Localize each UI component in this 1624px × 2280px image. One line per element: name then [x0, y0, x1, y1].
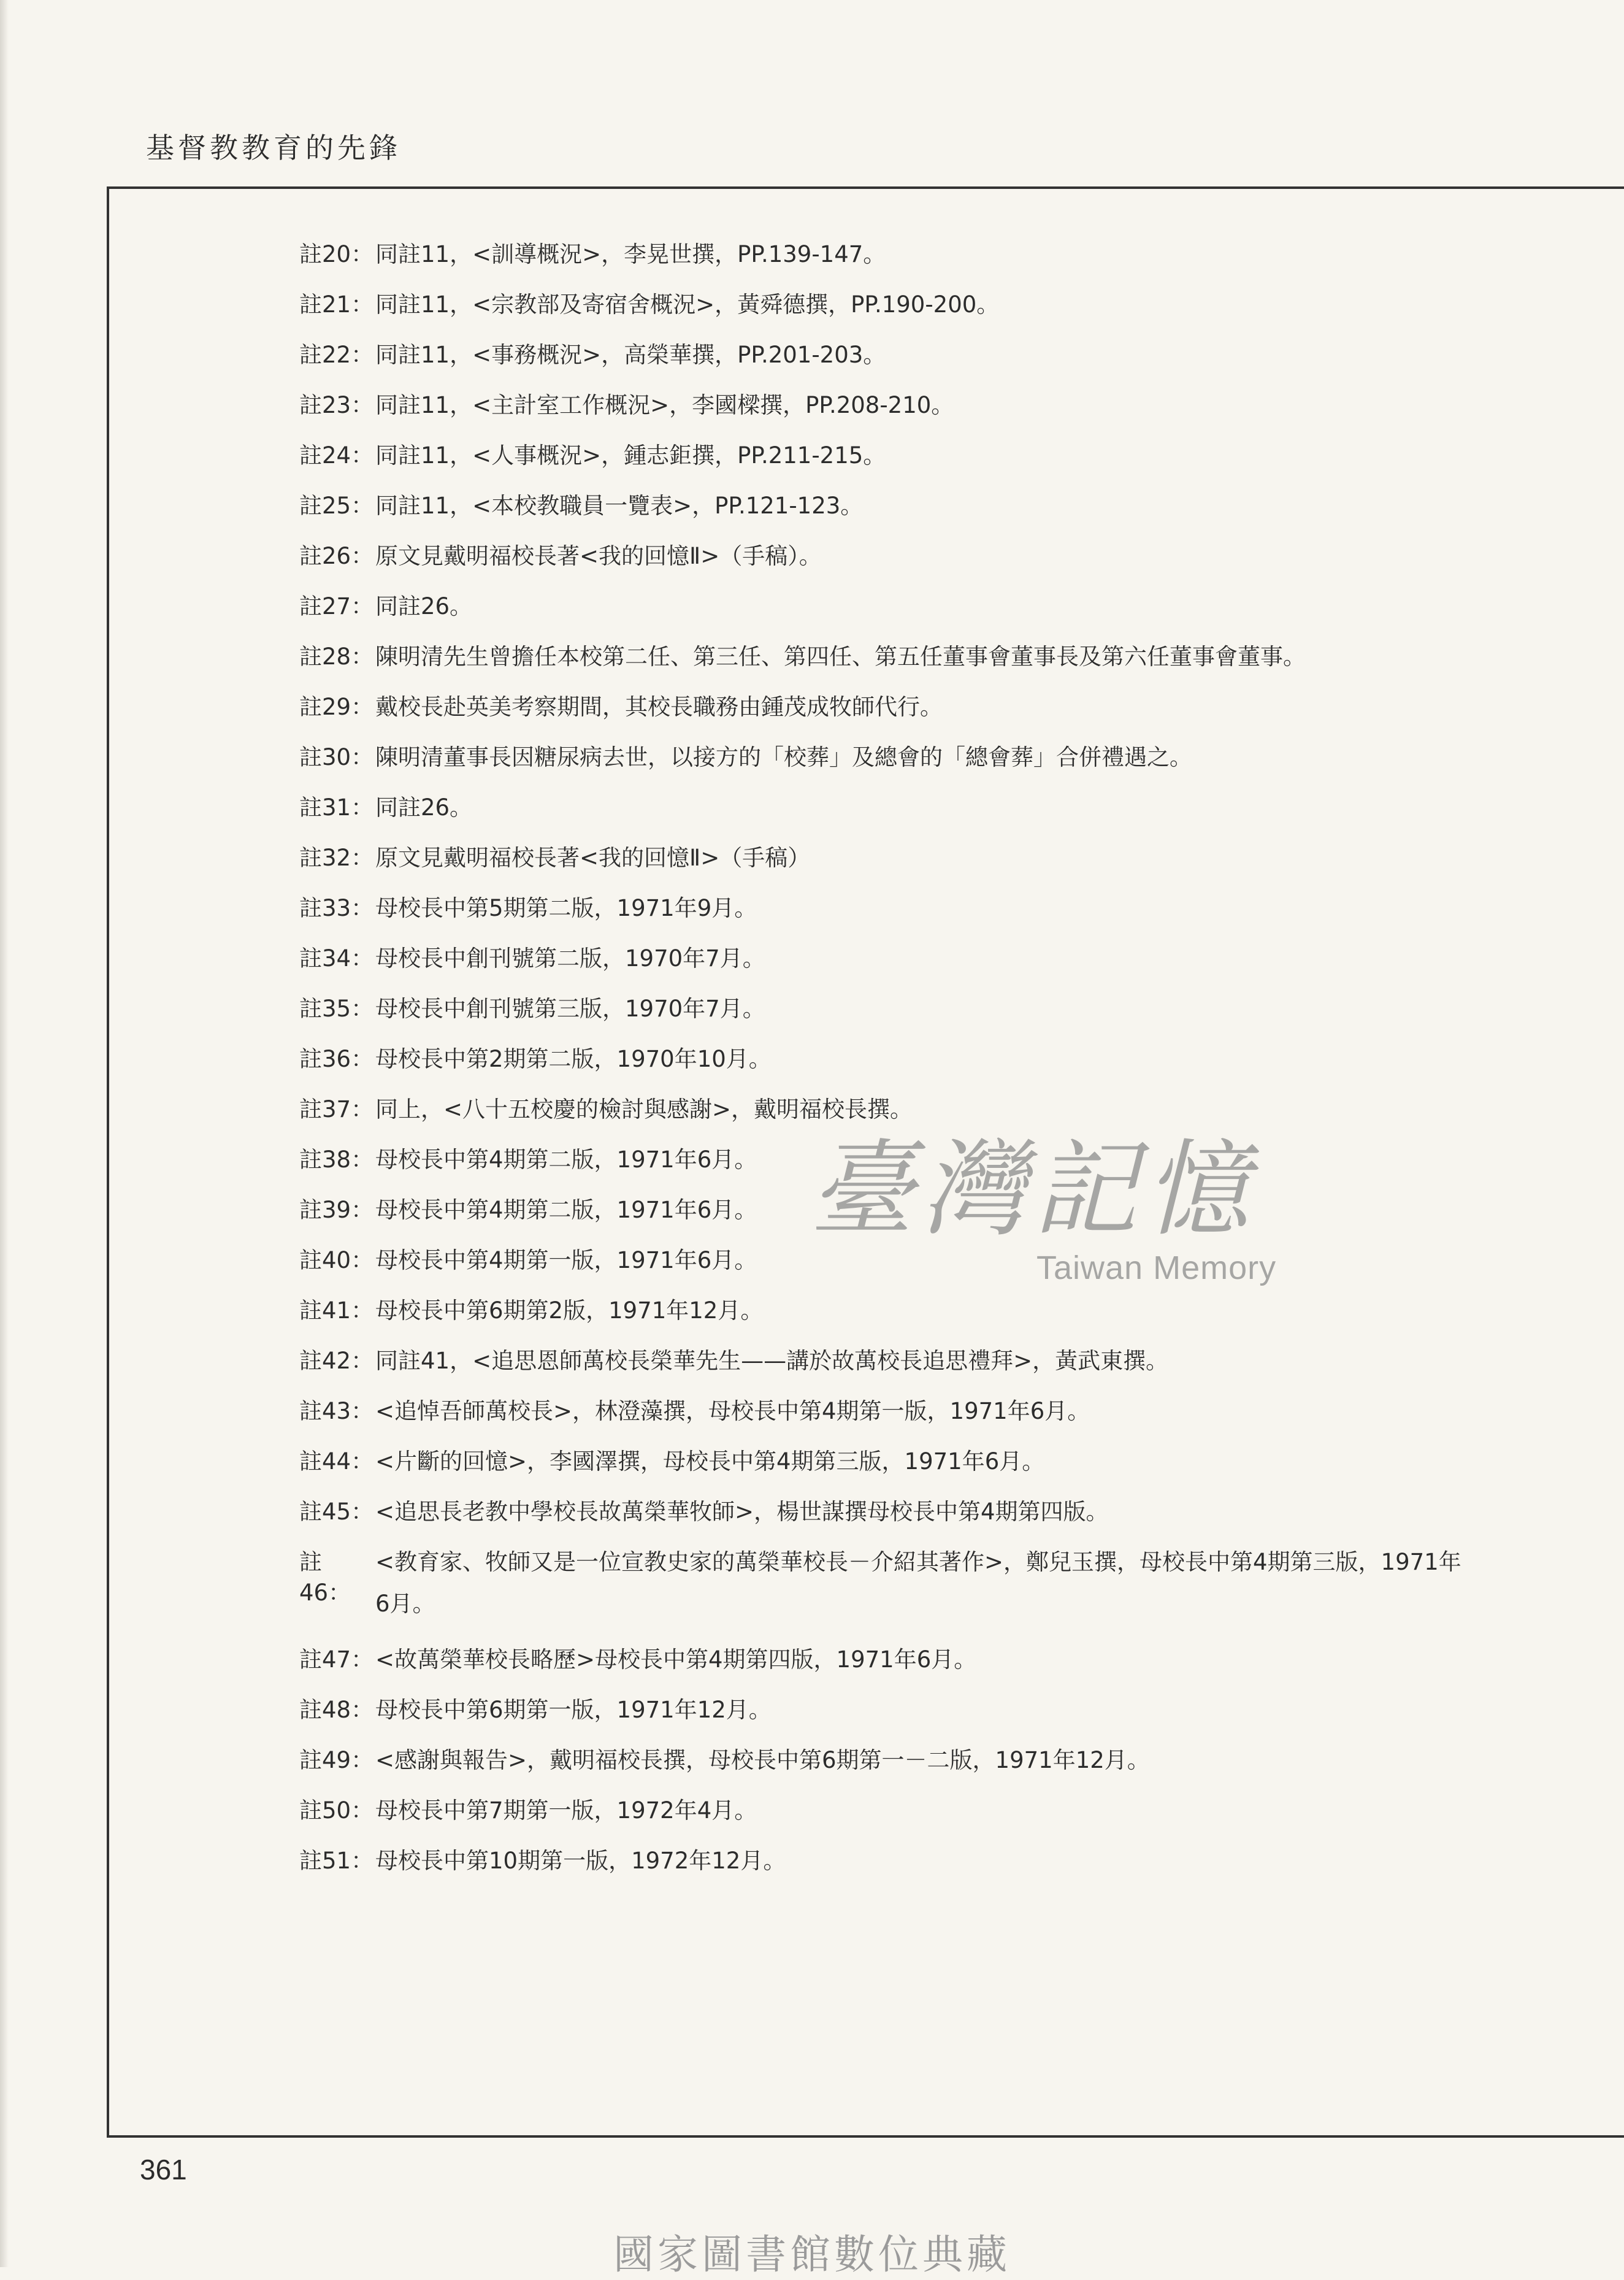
- footnote-text: 同註11，<人事概況>，鍾志鉅撰，PP.211-215。: [375, 442, 886, 469]
- footnote-text: <教育家、牧師又是一位宣教史家的萬榮華校長－介紹其著作>，鄭兒玉撰，母校長中第4期第三版，1971年6月。: [375, 1549, 1461, 1617]
- footnote-text: 同註41，<追思恩師萬校長榮華先生——講於故萬校長追思禮拜>，黃武東撰。: [375, 1348, 1169, 1374]
- footnote-label: 註45：: [299, 1499, 374, 1525]
- footnote-item: [299, 541, 1465, 572]
- footnote-text: 母校長中第5期第二版，1971年9月。: [375, 895, 757, 921]
- footnote-label: 註20：: [299, 241, 374, 267]
- footnote-item: [299, 440, 1465, 471]
- footnote-item: [299, 390, 1465, 421]
- footnote-label: 註39：: [299, 1197, 374, 1223]
- footnote-item: [299, 1396, 1465, 1427]
- footnote-item: [299, 1795, 1465, 1826]
- footnote-label: 註28：: [299, 643, 374, 670]
- footnote-label: 註31：: [299, 794, 374, 821]
- footnote-item: [299, 642, 1465, 672]
- footnote-text: 母校長中創刊號第二版，1970年7月。: [375, 945, 765, 972]
- running-head: 基督教教育的先鋒: [146, 131, 401, 164]
- footnote-item: [299, 1446, 1465, 1477]
- footnote-label: 註37：: [299, 1096, 374, 1123]
- footnote-label: 註38：: [299, 1146, 374, 1173]
- footnote-text: 母校長中第4期第二版，1971年6月。: [375, 1146, 757, 1173]
- footnote-item: [299, 1745, 1465, 1776]
- library-digital-stamp: 國家圖書館數位典藏: [613, 2231, 1011, 2278]
- footnote-label: 註44：: [299, 1448, 374, 1475]
- footnote-text: 同註26。: [375, 794, 473, 821]
- footnote-text: 母校長中第7期第一版，1972年4月。: [375, 1797, 757, 1824]
- footnote-item: [299, 893, 1465, 924]
- footnote-item: [299, 239, 1465, 270]
- footnote-text: 母校長中第2期第二版，1970年10月。: [375, 1046, 772, 1072]
- footnote-item: [299, 742, 1465, 773]
- footnote-text: <追思長老教中學校長故萬榮華牧師>，楊世謀撰母校長中第4期第四版。: [375, 1499, 1109, 1525]
- footnote-text: 母校長中第10期第一版，1972年12月。: [375, 1848, 786, 1874]
- footnote-text: <追悼吾師萬校長>，林澄藻撰，母校長中第4期第一版，1971年6月。: [375, 1398, 1090, 1424]
- footnote-label: 註49：: [299, 1747, 374, 1773]
- footnote-text: 母校長中第4期第二版，1971年6月。: [375, 1197, 757, 1223]
- footnote-item: [299, 1695, 1465, 1725]
- footnote-text: 同註11，<本校教職員一覽表>，PP.121-123。: [375, 493, 864, 519]
- footnote-label: 註22：: [299, 342, 374, 368]
- footnote-label: 註21：: [299, 291, 374, 318]
- footnote-text: <感謝與報告>，戴明福校長撰，母校長中第6期第一－二版，1971年12月。: [375, 1747, 1150, 1773]
- footnote-item: [299, 793, 1465, 823]
- footnote-text: 母校長中第4期第一版，1971年6月。: [375, 1247, 757, 1273]
- footnote-item: [299, 591, 1465, 622]
- footnote-label: 註26：: [299, 543, 374, 569]
- footnote-label: 註35：: [299, 996, 374, 1022]
- footnote-label: 註23：: [299, 392, 374, 418]
- footnote-text: 陳明清先生曾擔任本校第二任、第三任、第四任、第五任董事會董事長及第六任董事會董事。: [375, 643, 1306, 670]
- footnote-label: 註50：: [299, 1797, 374, 1824]
- footnote-text: 同上，<八十五校慶的檢討與感謝>，戴明福校長撰。: [375, 1096, 913, 1123]
- footnote-item: [299, 340, 1465, 370]
- footnote-text: 母校長中第6期第2版，1971年12月。: [375, 1297, 764, 1324]
- taiwan-memory-watermark: [810, 1129, 1294, 1307]
- footnote-label: 註33：: [299, 895, 374, 921]
- footnote-item: [299, 1846, 1465, 1876]
- footnote-item: [299, 1497, 1465, 1527]
- footnote-label: 註24：: [299, 442, 374, 469]
- footnote-item: [299, 1044, 1465, 1075]
- footnote-item: [299, 943, 1465, 974]
- footnote-item: [299, 1094, 1465, 1125]
- footnote-text: 戴校長赴英美考察期間，其校長職務由鍾茂成牧師代行。: [375, 694, 943, 720]
- footnote-item: [299, 290, 1465, 320]
- footnote-label: 註32：: [299, 845, 374, 871]
- footnote-item: [299, 994, 1465, 1024]
- footnote-item: [299, 1346, 1465, 1376]
- footnote-text: 母校長中第6期第一版，1971年12月。: [375, 1697, 772, 1723]
- footnote-label: 註46：: [299, 1549, 351, 1606]
- footnote-text: 原文見戴明福校長著<我的回憶Ⅱ>（手稿）: [375, 845, 811, 871]
- footnote-text: 同註11，<訓導概況>，李晃世撰，PP.139-147。: [375, 241, 886, 267]
- page-edge-shadow: [0, 0, 9, 2267]
- footnote-label: 註40：: [299, 1247, 374, 1273]
- footnote-text: 同註11，<事務概況>，高榮華撰，PP.201-203。: [375, 342, 886, 368]
- footnote-label: 註42：: [299, 1348, 374, 1374]
- footnote-label: 註48：: [299, 1697, 374, 1723]
- watermark-english-text: Taiwan Memory: [1036, 1249, 1277, 1286]
- footnote-list: [299, 239, 1465, 1896]
- footnote-label: 註41：: [299, 1297, 374, 1324]
- footnote-text: <片斷的回憶>，李國澤撰，母校長中第4期第三版，1971年6月。: [375, 1448, 1045, 1475]
- footnote-label: 註25：: [299, 493, 374, 519]
- footnote-item: [299, 692, 1465, 723]
- footnote-text: 母校長中創刊號第三版，1970年7月。: [375, 996, 765, 1022]
- page-number: 361: [140, 2154, 187, 2186]
- footnote-item: [299, 1645, 1465, 1675]
- footnote-label: 註43：: [299, 1398, 374, 1424]
- footnote-label: 註30：: [299, 744, 374, 770]
- footnote-label: 註27：: [299, 593, 374, 620]
- footnote-text: 同註11，<主計室工作概況>，李國樑撰，PP.208-210。: [375, 392, 954, 418]
- footnote-text: 同註26。: [375, 593, 473, 620]
- watermark-chinese-text: 臺灣記憶: [810, 1129, 1257, 1251]
- footnote-label: 註47：: [299, 1646, 374, 1673]
- footnote-text: 同註11，<宗教部及寄宿舍概況>，黃舜德撰，PP.190-200。: [375, 291, 1000, 318]
- footnote-item: [299, 491, 1465, 521]
- footnote-label: 註36：: [299, 1046, 374, 1072]
- footnote-label: 註29：: [299, 694, 374, 720]
- footnote-label: 註51：: [299, 1848, 374, 1874]
- footnote-text: 陳明清董事長因糖尿病去世，以接方的「校葬」及總會的「總會葬」合併禮遇之。: [375, 744, 1192, 770]
- footnote-label: 註34：: [299, 945, 374, 972]
- footnote-text: 原文見戴明福校長著<我的回憶Ⅱ>（手稿）。: [375, 543, 822, 569]
- footnote-item: [299, 843, 1465, 873]
- footnote-item: [299, 1547, 1465, 1625]
- footnote-text: <故萬榮華校長略歷>母校長中第4期第四版，1971年6月。: [375, 1646, 977, 1673]
